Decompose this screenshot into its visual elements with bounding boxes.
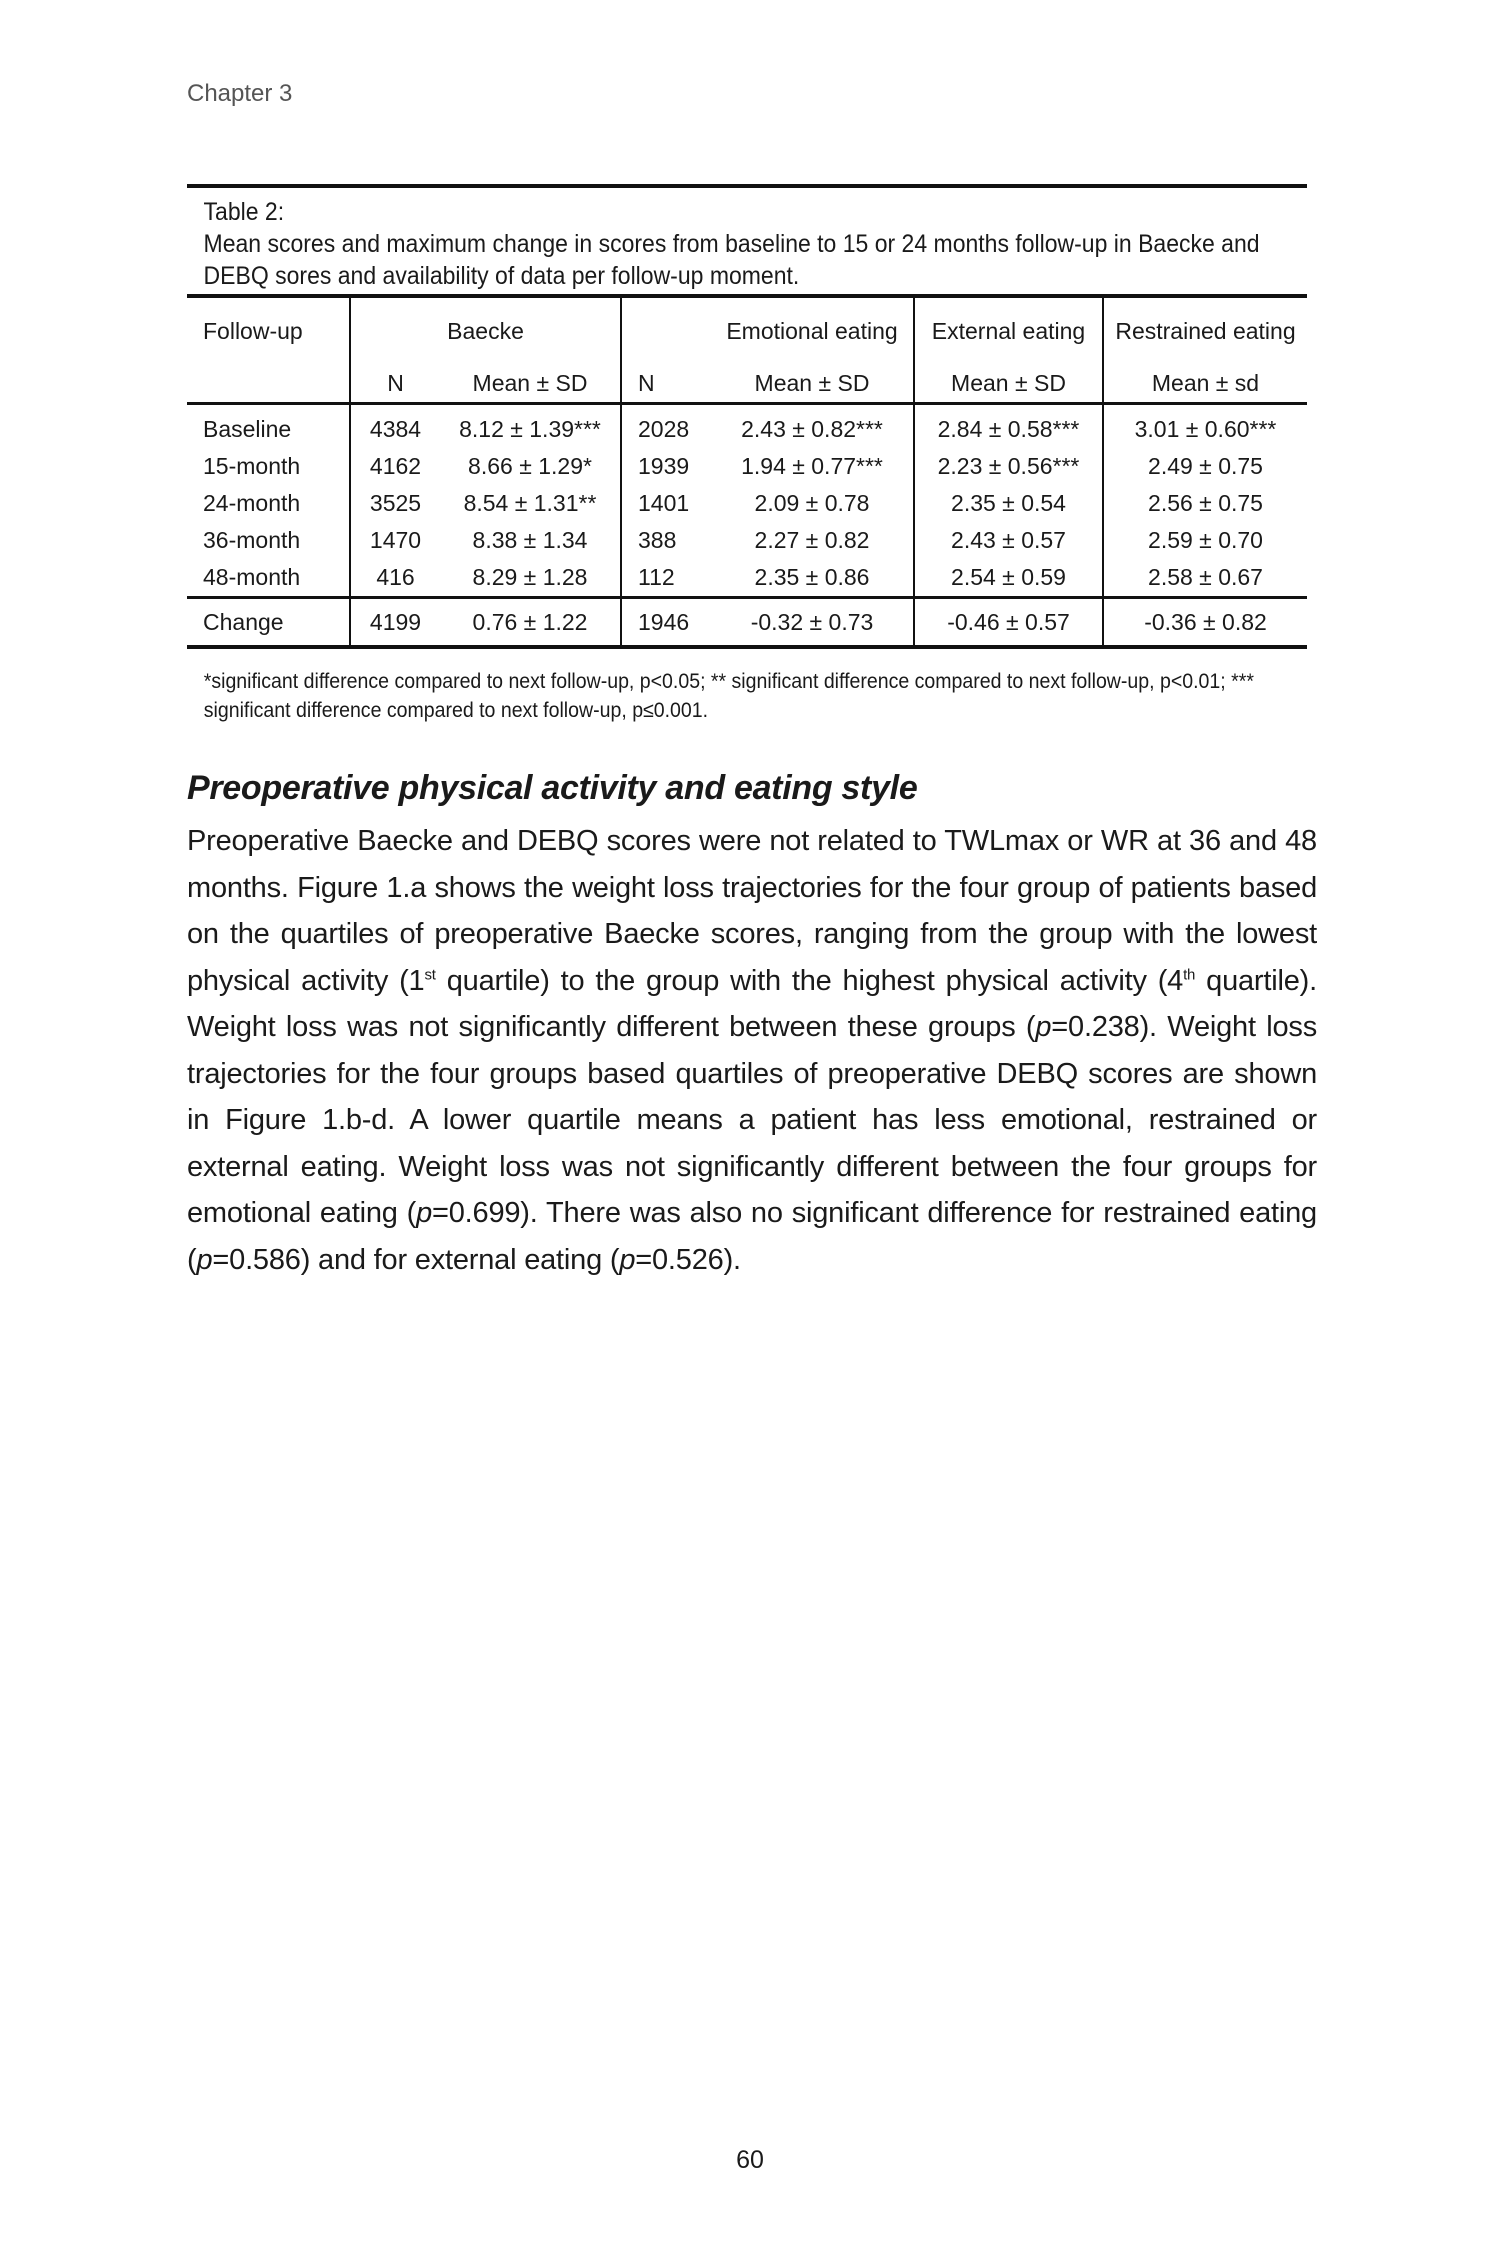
cell-emotional: 1.94 ± 0.77*** [741,453,883,479]
cell-emotional: -0.32 ± 0.73 [711,598,914,648]
section-paragraph [187,818,1317,1283]
table-row [187,448,1307,485]
header-row-sub [187,364,1307,404]
cell-n-baecke: 1470 [350,522,440,559]
data-table [187,294,1307,649]
col-header-restrained: Restrained eating [1103,296,1307,364]
cell-emotional: 2.09 ± 0.78 [754,490,870,516]
cell-baecke: 8.12 ± 1.39*** [459,416,601,442]
paragraph-text: quartile). Weight loss was not significantly different between these groups ( [187,964,1317,1043]
p-value-symbol: p [416,1197,432,1229]
cell-external: 2.35 ± 0.54 [914,485,1103,522]
col-header-emotional: Emotional eating [726,317,898,344]
cell-baecke: 8.54 ± 1.31** [463,490,597,516]
cell-restrained: 2.49 ± 0.75 [1103,448,1307,485]
col-sub-mean-external: Mean ± SD [914,364,1103,404]
cell-baecke: 0.76 ± 1.22 [440,598,621,648]
cell-n-debq: 1401 [621,485,711,522]
cell-external: -0.46 ± 0.57 [914,598,1103,648]
table-caption-text: Mean scores and maximum change in scores from baseline to 15 or 24 months follow-up in Baecke and DEBQ sores and availability of data per follow-up moment. [203,230,1260,290]
row-label: 36-month [203,527,301,553]
cell-n-baecke: 4199 [350,598,440,648]
section-heading: Preoperative physical activity and eating style [187,769,918,807]
col-sub-n-debq: N [621,364,711,404]
row-label: 15-month [203,453,301,479]
row-label: Baseline [203,416,292,442]
col-header-followup: Follow-up [203,317,303,344]
cell-restrained: 2.59 ± 0.70 [1103,522,1307,559]
superscript: th [1183,965,1196,983]
cell-emotional: 2.43 ± 0.82*** [741,416,883,442]
cell-n-baecke: 4384 [350,404,440,449]
col-sub-mean-baecke: Mean ± SD [440,364,621,404]
table-row [187,485,1307,522]
cell-emotional: 2.35 ± 0.86 [754,564,870,590]
table-caption [187,188,1333,294]
cell-restrained: 2.58 ± 0.67 [1103,559,1307,598]
cell-n-debq: 112 [621,559,711,598]
superscript: st [424,965,436,983]
cell-baecke: 8.29 ± 1.28 [472,564,588,590]
cell-n-debq: 2028 [621,404,711,449]
p-value-symbol: p [619,1243,636,1276]
table-row-change [187,598,1307,648]
section-physical-activity [187,764,1317,1283]
paragraph-text: =0.699). There was also no significant difference for restrained eating ( [187,1197,1317,1276]
table-footnote: *significant difference compared to next follow-up, p<0.05; ** significant difference compared to next follow-up, p<0.01; *** significant difference compared to next follow-up, p≤0.001. [203,670,1254,722]
table-row [187,522,1307,559]
cell-external: 2.23 ± 0.56*** [914,448,1103,485]
cell-n-debq: 1946 [621,598,711,648]
cell-n-debq: 1939 [621,448,711,485]
row-label: 48-month [203,564,301,590]
table-row [187,404,1307,449]
cell-restrained: 3.01 ± 0.60*** [1103,404,1307,449]
col-sub-mean-emotional: Mean ± SD [711,364,914,404]
cell-emotional: 2.27 ± 0.82 [754,527,870,553]
col-header-baecke: Baecke [350,296,621,364]
row-label: Change [187,598,350,648]
cell-baecke: 8.66 ± 1.29* [468,453,592,479]
table-label: Table 2: [203,198,285,226]
page-number: 60 [736,2146,764,2174]
chapter-header: Chapter 3 [187,80,293,107]
p-value-symbol: p [1035,1011,1052,1043]
row-label: 24-month [203,490,301,516]
cell-n-debq: 388 [621,522,711,559]
cell-restrained: 2.56 ± 0.75 [1103,485,1307,522]
cell-external: 2.54 ± 0.59 [914,559,1103,598]
cell-n-baecke: 4162 [350,448,440,485]
paragraph-text: =0.586) and for external eating ( [212,1243,620,1276]
p-value-symbol: p [196,1243,213,1276]
col-sub-mean-restrained: Mean ± sd [1103,364,1307,404]
cell-external: 2.84 ± 0.58*** [914,404,1103,449]
table-row [187,559,1307,598]
paragraph-text: quartile) to the group with the highest physical activity (4 [435,964,1184,997]
cell-n-baecke: 416 [350,559,440,598]
cell-restrained: -0.36 ± 0.82 [1103,598,1307,648]
cell-n-baecke: 3525 [350,485,440,522]
col-sub-n-baecke: N [350,364,440,404]
paragraph-text: =0.238). Weight loss trajectories for the four groups based quartiles of preoperative DEBQ scores are shown in Figure 1.b-d. A lower quartile means a patient has less emotional, restrained or external eating. Weight loss was not significantly different between the four groups for emotional eating ( [187,1011,1317,1229]
table-2 [187,184,1307,725]
cell-baecke: 8.38 ± 1.34 [472,527,588,553]
paragraph-text: Preoperative Baecke and DEBQ scores were not related to TWLmax or WR at 36 and 48 months. Figure 1.a shows the weight loss trajectories for the four group of patients based on the quartiles of preoperative Baecke scores, ranging from the group with the lowest physical activity (1 [187,825,1317,997]
col-header-external: External eating [914,296,1103,364]
header-row-groups [187,296,1307,364]
paragraph-text: =0.526). [635,1243,741,1276]
cell-external: 2.43 ± 0.57 [914,522,1103,559]
